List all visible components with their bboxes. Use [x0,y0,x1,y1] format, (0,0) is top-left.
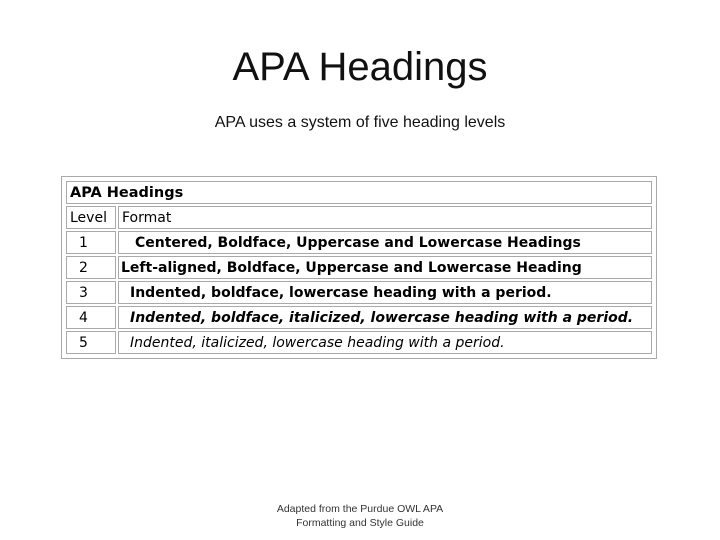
table-row [66,306,652,329]
footer-line-2: Formatting and Style Guide [296,517,424,529]
footer-line-1: Adapted from the Purdue OWL APA [276,503,444,515]
header-level: Level [66,206,116,229]
header-format: Format [118,206,652,229]
table-caption-row [66,181,652,204]
table-row [66,256,652,279]
level-cell: 5 [66,331,116,354]
table-row [66,231,652,254]
format-cell: Indented, boldface, italicized, lowercase heading with a period. [118,306,652,329]
table-row [66,281,652,304]
format-cell: Centered, Boldface, Uppercase and Lowercase Headings [118,231,652,254]
level-cell: 4 [66,306,116,329]
table-caption: APA Headings [66,181,652,204]
apa-headings-table [61,176,657,359]
table-header-row [66,206,652,229]
level-cell: 3 [66,281,116,304]
level-cell: 2 [66,256,116,279]
format-cell: Indented, italicized, lowercase heading with a period. [118,331,652,354]
slide-title: APA Headings [232,45,488,89]
format-cell: Left-aligned, Boldface, Uppercase and Lowercase Heading [118,256,652,279]
slide-subtitle: APA uses a system of five heading levels [214,114,506,131]
level-cell: 1 [66,231,116,254]
source-footer [0,502,720,530]
table-row [66,331,652,354]
format-cell: Indented, boldface, lowercase heading with a period. [118,281,652,304]
headings-table [64,179,654,356]
